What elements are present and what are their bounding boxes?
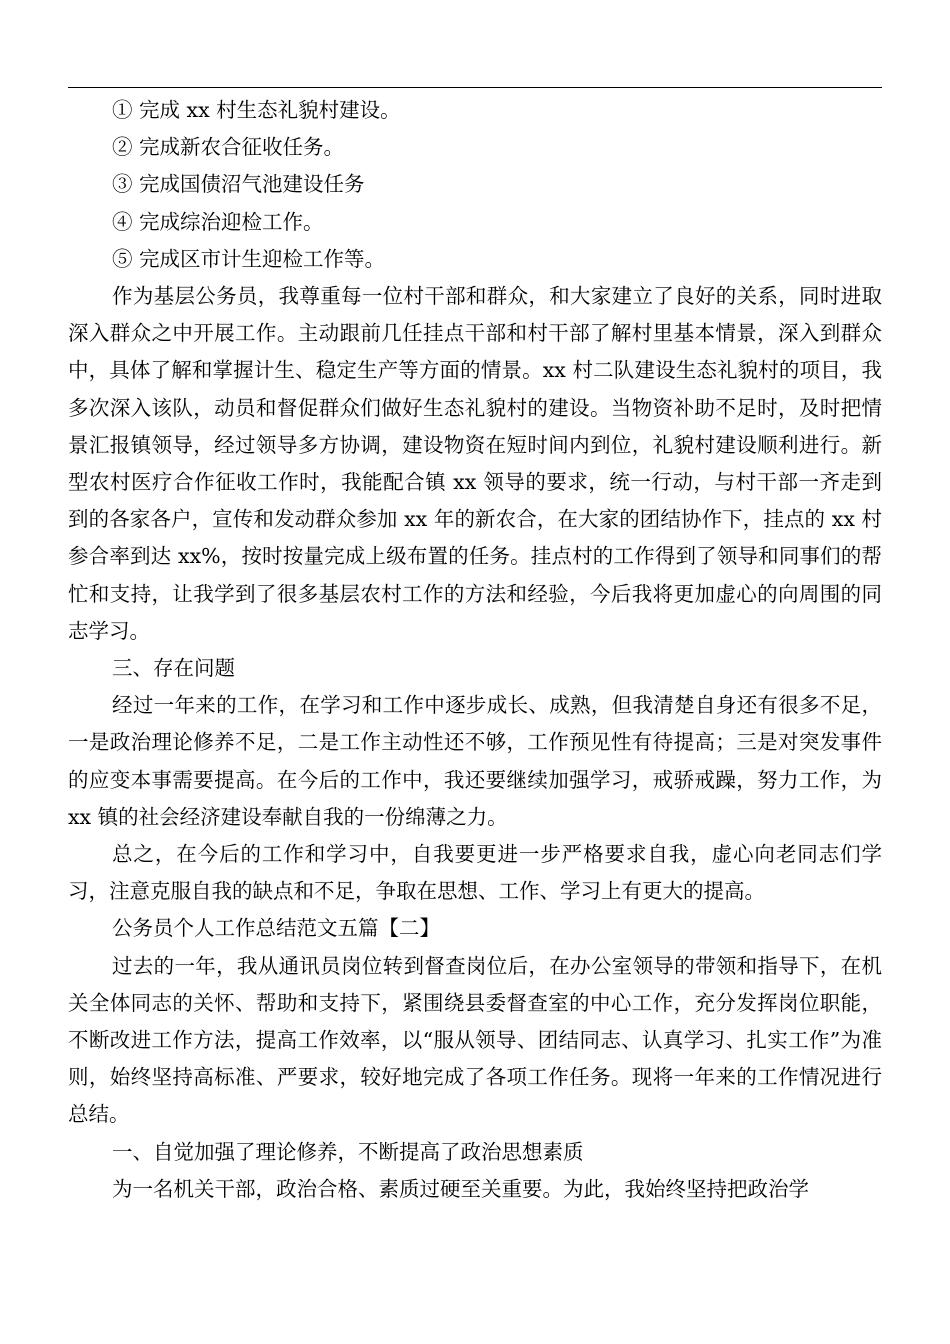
heading-problems: 三、存在问题	[112, 656, 235, 681]
header-rule	[68, 87, 882, 88]
paragraph-work: 作为基层公务员，我尊重每一位村干部和群众，和大家建立了良好的关系，同时进取深入群众之中开展工作。主动跟前几任挂点干部和村干部了解村里基本情景，深入到群众中，具体了解和掌握计生、稳定生产等方面的情景。xx 村二队建设生态礼貌村的项目，我多次深入该队，动员和督促群众们做好生态礼貌村的建设。当物资补助不足时，及时把情景汇报镇领导，经过领导多方协调，建设物资在短时间内到位，礼貌村建设顺利进行。新型农村医疗合作征收工作时，我能配合镇 xx 领导的要求，统一行动，与村干部一齐走到到的各家各户，宣传和发动群众参加 xx 年的新农合，在大家的团结协作下，挂点的 xx 村参合率到达 xx%，按时按量完成上级布置的任务。挂点村的工作得到了领导和同事们的帮忙和支持，让我学到了很多基层农村工作的方法和经验，今后我将更加虚心的向周围的同志学习。	[68, 284, 882, 643]
list-item-1: ① 完成 xx 村生态礼貌村建设。	[112, 98, 401, 122]
paragraph-past-year: 过去的一年，我从通讯员岗位转到督查岗位后，在办公室领导的带领和指导下，在机关全体同志的关怀、帮助和支持下，紧围绕县委督查室的中心工作，充分发挥岗位职能，不断改进工作方法，提高工作效率，以“服从领导、团结同志、认真学习、扎实工作”为准则，始终坚持高标准、严要求，较好地完成了各项工作任务。现将一年来的工作情况进行总结。	[68, 953, 882, 1127]
list-item-4: ④ 完成综治迎检工作。	[112, 209, 324, 234]
list-item-2: ② 完成新农合征收任务。	[112, 135, 345, 160]
document-body	[68, 92, 882, 1208]
heading-theory: 一、自觉加强了理论修养，不断提高了政治思想素质	[112, 1139, 584, 1164]
paragraph-problems: 经过一年来的工作，在学习和工作中逐步成长、成熟，但我清楚自身还有很多不足，一是政治理论修养不足，二是工作主动性还不够，工作预见性有待提高；三是对突发事件的应变本事需要提高。在今后的工作中，我还要继续加强学习，戒骄戒躁，努力工作，为 xx 镇的社会经济建设奉献自我的一份绵薄之力。	[68, 693, 882, 829]
paragraph-cadre: 为一名机关干部，政治合格、素质过硬至关重要。为此，我始终坚持把政治学	[112, 1176, 809, 1201]
paragraph-summary: 总之，在今后的工作和学习中，自我要更进一步严格要求自我，虚心向老同志们学习，注意克服自我的缺点和不足，争取在思想、工作、学习上有更大的提高。	[68, 842, 882, 904]
list-item-3: ③ 完成国债沼气池建设任务	[112, 172, 365, 197]
heading-article-2: 公务员个人工作总结范文五篇【二】	[112, 916, 440, 941]
list-item-5: ⑤ 完成区市计生迎检工作等。	[112, 246, 386, 271]
